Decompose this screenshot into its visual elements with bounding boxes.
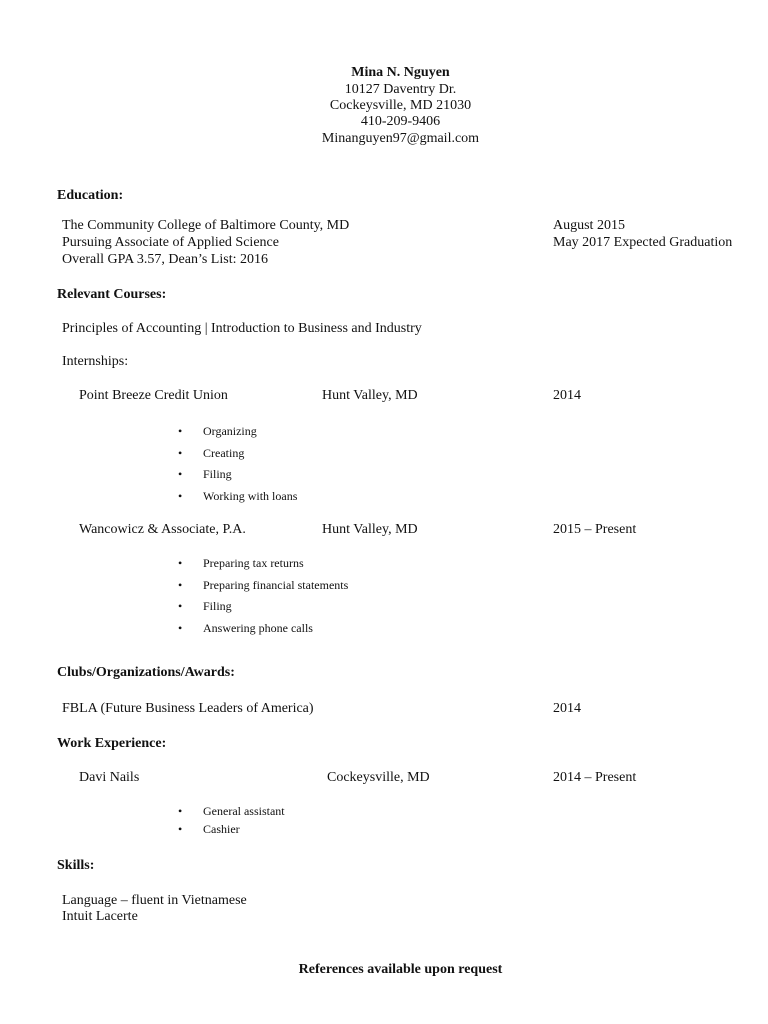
- phone-number: 410-209-9406: [360, 114, 441, 129]
- courses-heading: Relevant Courses:: [57, 287, 167, 302]
- internship-date: 2015 – Present: [553, 522, 637, 537]
- club-date: 2014: [553, 701, 581, 716]
- street-address: 10127 Daventry Dr.: [344, 82, 457, 97]
- list-item: • General assistant: [178, 803, 285, 821]
- education-heading: Education:: [57, 188, 124, 203]
- club-name: FBLA (Future Business Leaders of America): [62, 701, 314, 716]
- internship-org: Point Breeze Credit Union: [79, 388, 228, 403]
- applicant-name: Mina N. Nguyen: [351, 65, 450, 80]
- list-item: • Preparing financial statements: [178, 577, 348, 599]
- list-item: • Answering phone calls: [178, 620, 348, 642]
- internship-date: 2014: [553, 388, 581, 403]
- internship-duties-list: [178, 423, 297, 510]
- employment-date: 2014 – Present: [553, 770, 637, 785]
- list-item: • Creating: [178, 445, 297, 467]
- email-address: Minanguyen97@gmail.com: [321, 131, 480, 146]
- list-item: • Filing: [178, 466, 297, 488]
- work-duties-list: [178, 803, 285, 839]
- courses-list: Principles of Accounting | Introduction to Business and Industry: [62, 321, 422, 336]
- employer-name: Davi Nails: [79, 770, 140, 785]
- city-state-zip: Cockeysville, MD 21030: [329, 98, 472, 113]
- references-note: References available upon request: [298, 962, 503, 977]
- work-heading: Work Experience:: [57, 736, 167, 751]
- skill-item: Language – fluent in Vietnamese: [62, 893, 247, 908]
- internship-org: Wancowicz & Associate, P.A.: [79, 522, 246, 537]
- list-item: • Preparing tax returns: [178, 555, 348, 577]
- degree: Pursuing Associate of Applied Science: [62, 235, 279, 250]
- internship-location: Hunt Valley, MD: [322, 388, 418, 403]
- list-item: • Organizing: [178, 423, 297, 445]
- list-item: • Filing: [178, 598, 348, 620]
- skill-item: Intuit Lacerte: [62, 909, 138, 924]
- employer-location: Cockeysville, MD: [327, 770, 430, 785]
- list-item: • Working with loans: [178, 488, 297, 510]
- internship-location: Hunt Valley, MD: [322, 522, 418, 537]
- education-start-date: August 2015: [553, 218, 625, 233]
- school-name: The Community College of Baltimore County, MD: [62, 218, 350, 233]
- clubs-heading: Clubs/Organizations/Awards:: [57, 665, 235, 680]
- gpa: Overall GPA 3.57, Dean’s List: 2016: [62, 252, 268, 267]
- graduation-date: May 2017 Expected Graduation: [553, 235, 733, 250]
- internships-heading: Internships:: [62, 354, 129, 369]
- internship-duties-list: [178, 555, 348, 642]
- skills-heading: Skills:: [57, 858, 95, 873]
- list-item: • Cashier: [178, 821, 285, 839]
